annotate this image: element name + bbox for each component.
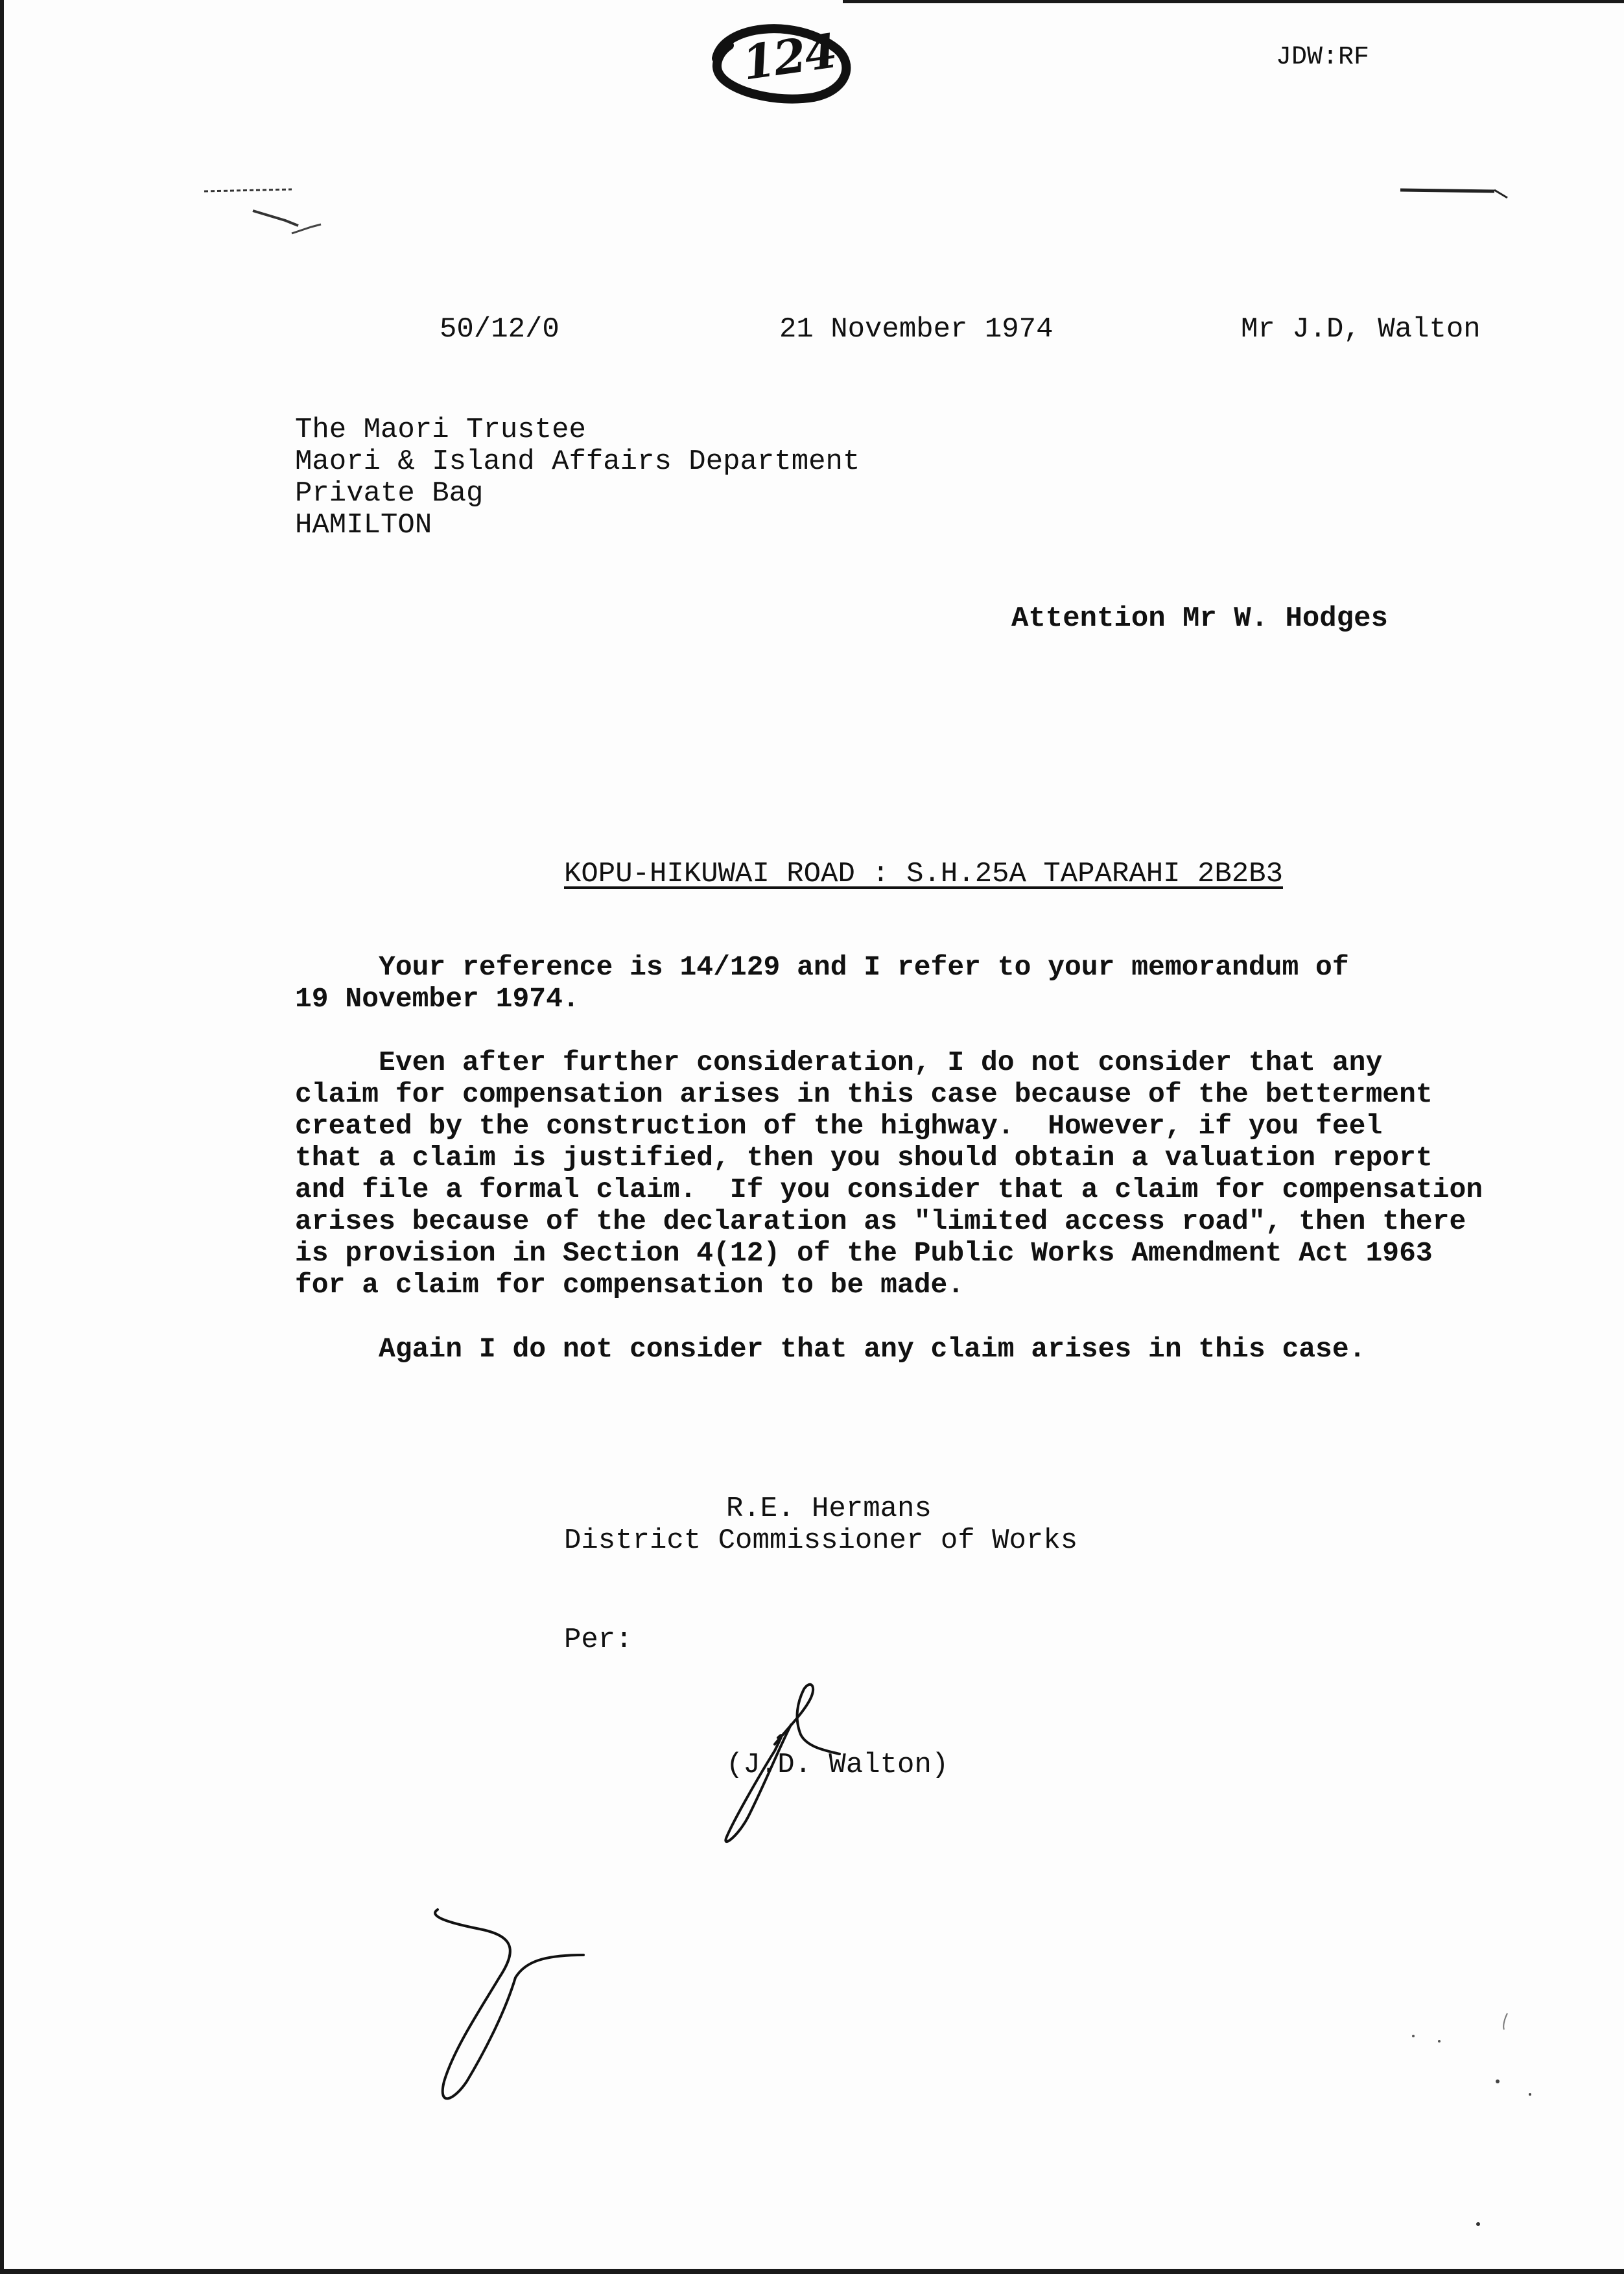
file-reference: 50/12/0 [440,313,559,346]
body-paragraph: Your reference is 14/129 and I refer to your memorandum of 19 November 1974. [295,951,1349,1015]
signatory-title: District Commissioner of Works [564,1524,1078,1557]
recipient-line: HAMILTON [295,509,432,541]
attention-line: Attention Mr W. Hodges [1011,602,1388,635]
page-edge-top [843,0,1624,3]
page-number-text: 124 [738,23,840,91]
letter-date: 21 November 1974 [779,313,1053,346]
page-edge-bottom [0,2269,1624,2274]
page-number-mark [703,13,865,110]
signatory-name: R.E. Hermans [726,1493,932,1525]
initial-scribble [415,1900,609,2114]
scan-mark-right [1397,178,1514,204]
typed-signatory-name: (J.D. Walton) [726,1749,949,1781]
recipient-line: Maori & Island Affairs Department [295,445,860,478]
handwritten-signature [713,1673,882,1854]
recipient-line: Private Bag [295,477,484,510]
scan-specks-lower [1394,2010,1588,2244]
sender-name: Mr J.D, Walton [1241,313,1481,346]
recipient-line: The Maori Trustee [295,414,586,446]
body-paragraph: Even after further consideration, I do not consider that any claim for compensation arises in this case because of the betterment created by the construction of the highway. However, if you feel that a claim is justified, then you should obtain a valuation report and file a formal claim. If you consider that a claim for compensation arises because of the declaration as "limited access road", then there is provision in Section 4(12) of the Public Works Amendment Act 1963 for a claim for compensation to be made. [295,1047,1483,1301]
per-label: Per: [564,1624,633,1656]
page-edge-left [0,0,4,2274]
body-paragraph: Again I do not consider that any claim arises in this case. [295,1333,1366,1365]
reference-initials: JDW:RF [1276,43,1370,72]
scan-specks [201,182,344,246]
subject-heading: KOPU-HIKUWAI ROAD : S.H.25A TAPARAHI 2B2B3 [564,858,1283,890]
